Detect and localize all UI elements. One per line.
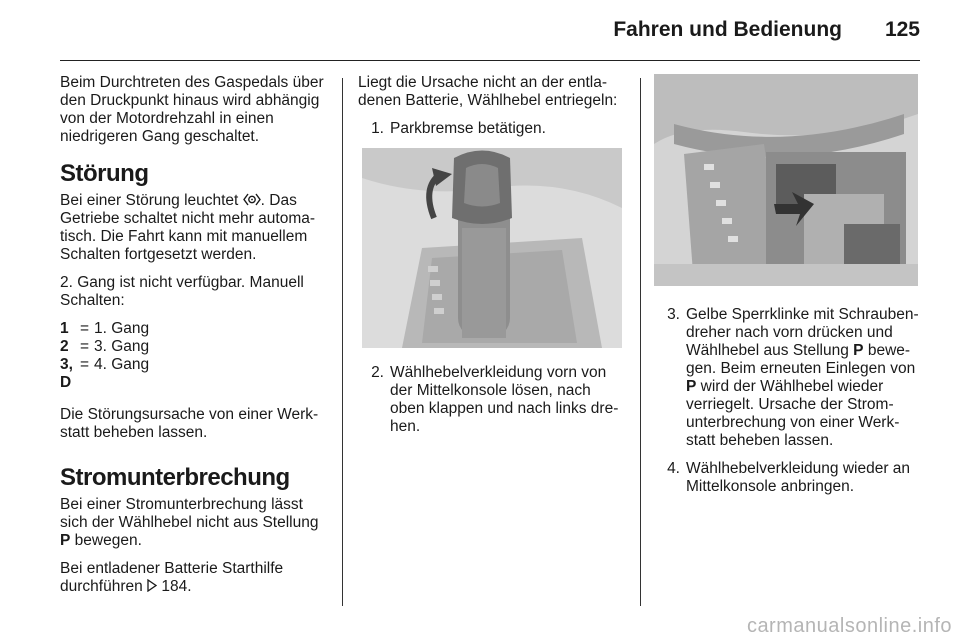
step-number: 1.: [371, 120, 384, 137]
strom-text-before: Bei einer Stromunterbrechung lässt sich der Wählhebel nicht aus Stellung: [60, 496, 319, 531]
step3-position-p: P: [686, 378, 697, 395]
stoerung-text-after: . Das Getriebe schaltet nicht mehr automatisch. Die Fahrt kann mit manuellem Schalten fortgesetzt werden.: [60, 192, 316, 263]
page-number: 125: [884, 18, 920, 41]
column-divider-1: [342, 78, 343, 606]
step-text: Parkbremse betätigen.: [390, 120, 546, 137]
step3-text-after: wird der Wählhebel wieder verriegelt. Ursache der Stromunterbrechung von einer Werkstatt beheben lassen.: [686, 378, 900, 449]
column-3: [654, 74, 922, 506]
strom-paragraph-1: [60, 496, 330, 550]
gear-value: 3. Gang: [94, 338, 150, 355]
step-text: Wählhebelverkleidung wieder an Mittelkonsole anbringen.: [686, 460, 911, 495]
stoerung-paragraph-2: 2. Gang ist nicht verfügbar. Manuell Schalten:: [60, 274, 304, 309]
stoerung-text-before: Bei einer Störung leuchtet: [60, 192, 243, 209]
stoerung-paragraph-1: [60, 192, 330, 264]
header-title: Fahren und Bedienung: [613, 18, 842, 41]
strom-position-p: P: [60, 532, 71, 549]
gearbox-warning-icon: [243, 192, 261, 209]
list-item: [358, 120, 628, 138]
gear-value: 1. Gang: [94, 320, 150, 337]
heading-stoerung: Störung: [60, 160, 149, 187]
column-2: [358, 74, 628, 446]
step-text: Wählhebelverkleidung vorn von der Mittelkonsole lösen, nach oben klappen und nach links drehen.: [390, 364, 619, 435]
stoerung-paragraph-3: Die Störungsursache von einer Werkstatt beheben lassen.: [60, 406, 319, 441]
list-item: [654, 460, 922, 496]
step3-text-mid: bewegen. Beim erneuten Einlegen von: [686, 342, 916, 377]
step-number: 4.: [667, 460, 680, 477]
strom-paragraph-2: [60, 560, 330, 596]
gear-table: [60, 320, 330, 392]
gear-lever-illustration: [362, 148, 622, 348]
page-reference-icon: [147, 578, 157, 595]
step-number: 3.: [667, 306, 680, 323]
page-header: [0, 0, 960, 60]
step3-position-p: P: [853, 342, 864, 359]
list-item: [358, 364, 628, 436]
header-rule: [60, 60, 920, 61]
step3-text-before: Gelbe Sperrklinke mit Schraubendreher nach vorn drücken und Wählhebel aus Stellung: [686, 306, 919, 359]
strom-text-before: Bei entladener Batterie Starthilfe durchführen: [60, 560, 284, 595]
strom-text-after: bewegen.: [70, 532, 142, 549]
steps-list-2: [358, 364, 628, 436]
gear-key: 3, D: [60, 356, 73, 391]
column-divider-2: [640, 78, 641, 606]
gear-key: 2: [60, 338, 69, 355]
step-text: [686, 306, 922, 450]
col2-intro: Liegt die Ursache nicht an der entladenen Batterie, Wählhebel entriegeln:: [358, 74, 618, 109]
gear-key: 1: [60, 320, 69, 337]
steps-list-3: [654, 306, 922, 496]
heading-stromunterbrechung: Stromunterbrechung: [60, 464, 290, 491]
page-reference-link[interactable]: 184.: [161, 578, 192, 595]
gear-eq: =: [80, 320, 90, 337]
steps-list-1: [358, 120, 628, 138]
step-number: 2.: [371, 364, 384, 381]
gear-eq: =: [80, 356, 90, 373]
gear-eq: =: [80, 338, 90, 355]
list-item: [654, 306, 922, 450]
gear-value: 4. Gang: [94, 356, 150, 373]
intro-paragraph: Beim Durchtreten des Gaspedals über den Druckpunkt hinaus wird abhängig von der Motordrehzahl in einen niedrigeren Gang geschaltet.: [60, 74, 324, 145]
locking-pawl-illustration: [654, 74, 918, 286]
watermark: carmanualsonline.info: [746, 615, 952, 637]
column-1: [60, 74, 330, 606]
